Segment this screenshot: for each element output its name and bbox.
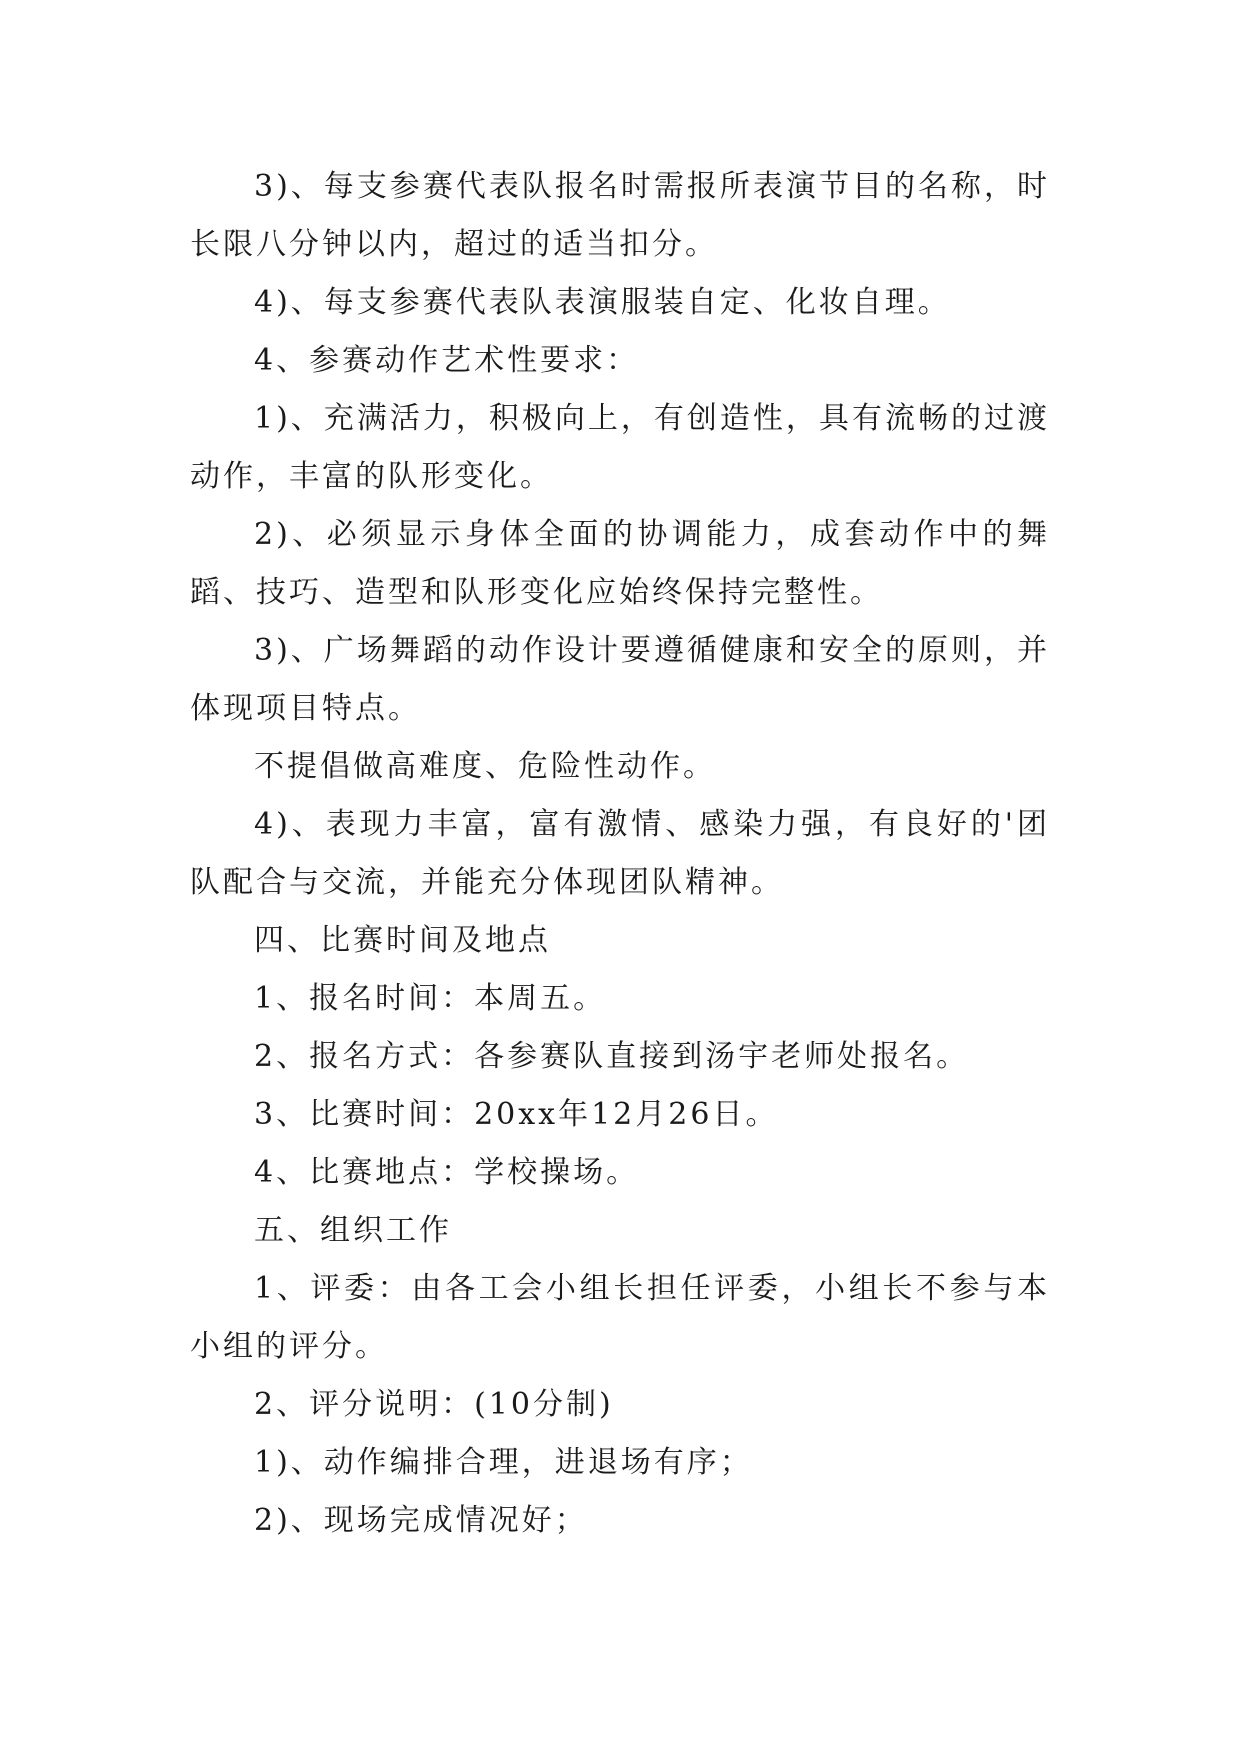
section-heading: 四、比赛时间及地点 [254,923,551,958]
paragraph: 1)、动作编排合理，进退场有序； [254,1445,753,1480]
paragraph: 1、评委：由各工会小组长担任评委，小组长不参与本小组的评分。 [190,1271,1050,1364]
paragraph: 4)、表现力丰富，富有激情、感染力强，有良好的'团队配合与交流，并能充分体现团队精神。 [190,807,1050,900]
paragraph: 2、报名方式：各参赛队直接到汤宇老师处报名。 [254,1039,970,1074]
paragraph: 3、比赛时间：20xx年12月26日。 [254,1097,779,1132]
paragraph: 1)、充满活力，积极向上，有创造性，具有流畅的过渡动作，丰富的队形变化。 [190,401,1050,494]
paragraph: 不提倡做高难度、危险性动作。 [254,749,716,784]
paragraph: 4)、每支参赛代表队表演服装自定、化妆自理。 [254,285,951,320]
document-body [190,158,1050,1550]
section-heading: 五、组织工作 [254,1213,452,1248]
paragraph: 2)、必须显示身体全面的协调能力，成套动作中的舞蹈、技巧、造型和队形变化应始终保持完整性。 [190,517,1050,610]
paragraph: 2)、现场完成情况好； [254,1503,588,1538]
paragraph: 3)、广场舞蹈的动作设计要遵循健康和安全的原则，并体现项目特点。 [190,633,1050,726]
paragraph: 1、报名时间：本周五。 [254,981,607,1016]
paragraph: 2、评分说明：(10分制) [254,1387,614,1422]
paragraph: 4、比赛地点：学校操场。 [254,1155,640,1190]
paragraph: 3)、每支参赛代表队报名时需报所表演节目的名称，时长限八分钟以内，超过的适当扣分。 [190,169,1050,262]
section-heading: 4、参赛动作艺术性要求： [254,343,640,378]
